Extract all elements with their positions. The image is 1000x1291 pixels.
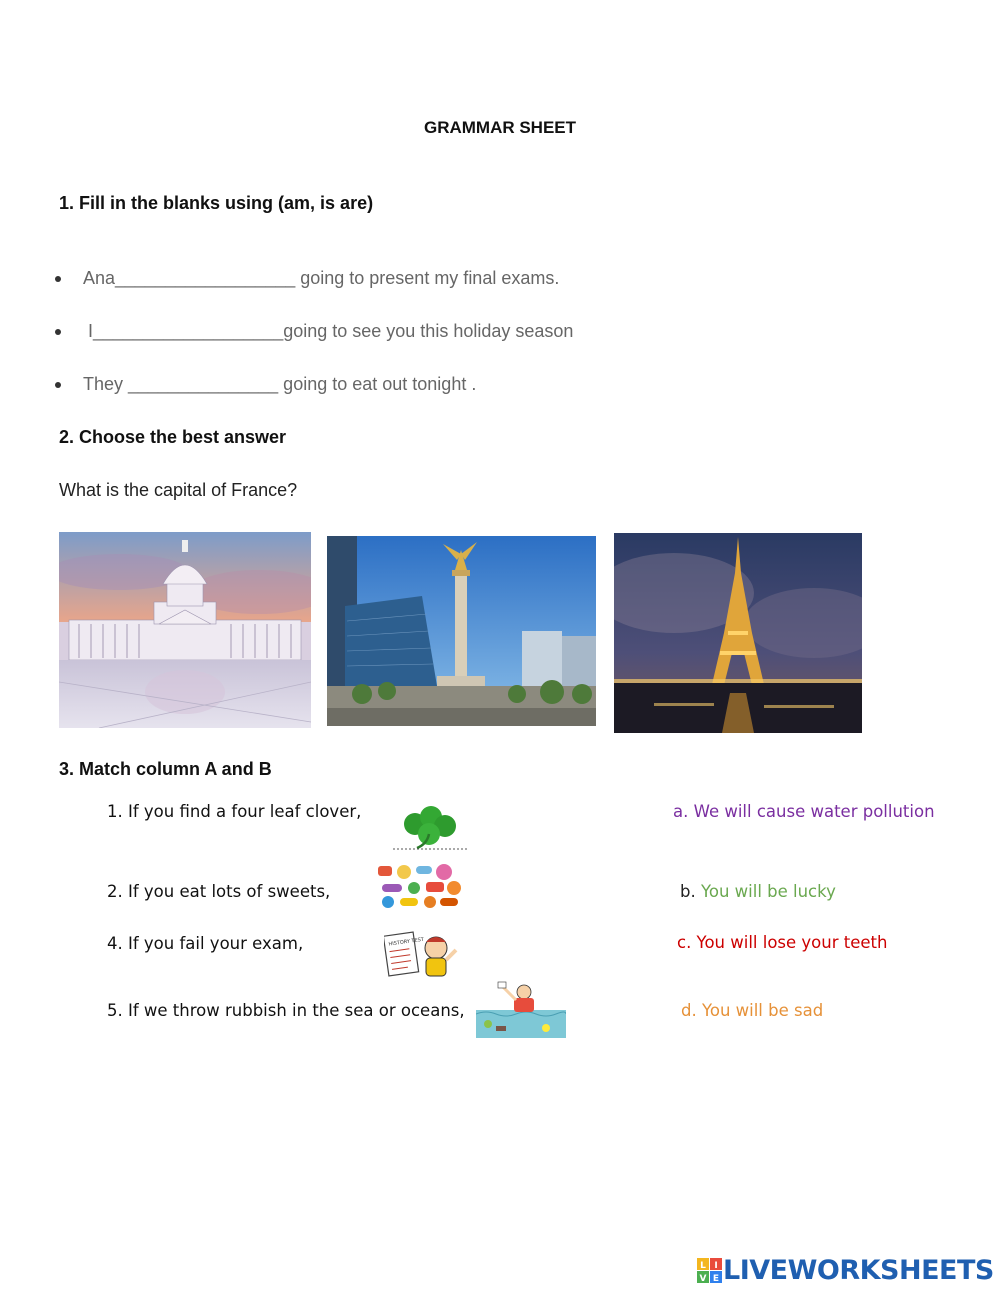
angel-monument-photo[interactable] (327, 536, 596, 726)
match-b-b-prefix: b. (680, 882, 696, 901)
svg-text:L: L (700, 1260, 706, 1271)
page-title: GRAMMAR SHEET (423, 118, 577, 137)
question-text: What is the capital of France? (59, 480, 298, 500)
history-test-label: HISTORY TEST (388, 936, 425, 948)
sea-pollution-icon (476, 980, 566, 1038)
match-b-c-text: c. You will lose your teeth (677, 933, 888, 952)
section-2-heading: 2. Choose the best answer (59, 427, 287, 447)
sentence-3: They _______________ going to eat out tonight . (83, 374, 477, 394)
bullet-icon (55, 276, 61, 282)
section-3-heading: 3. Match column A and B (59, 759, 272, 779)
clover-icon (387, 804, 471, 852)
match-b-item-c (677, 933, 887, 952)
sweets-icon (374, 862, 464, 912)
sentence-2: I___________________going to see you this holiday season (83, 321, 574, 341)
bullet-icon (55, 329, 61, 335)
list-item (55, 374, 476, 395)
eiffel-tower-photo[interactable] (614, 533, 862, 733)
list-item (55, 268, 559, 289)
svg-text:V: V (699, 1273, 707, 1284)
capitol-photo[interactable] (59, 532, 311, 728)
match-a-item-5: 5. If we throw rubbish in the sea or oceans, (107, 1001, 465, 1020)
brand-name: LIVEWORKSHEETS (723, 1255, 994, 1286)
match-b-item-a (673, 802, 935, 821)
match-b-a-text: a. We will cause water pollution (673, 802, 935, 821)
live-logo-icon (697, 1258, 723, 1284)
match-b-item-b (680, 882, 836, 901)
match-a-item-1: 1. If you find a four leaf clover, (107, 802, 362, 821)
match-b-b-text: You will be lucky (700, 882, 836, 901)
liveworksheets-logo (697, 1255, 994, 1286)
match-a-item-2: 2. If you eat lots of sweets, (107, 882, 331, 901)
match-b-d-text: d. You will be sad (681, 1001, 824, 1020)
svg-text:E: E (712, 1273, 720, 1284)
match-a-item-4: 4. If you fail your exam, (107, 934, 304, 953)
sentence-1: Ana__________________ going to present my final exams. (83, 268, 560, 288)
match-b-item-d (681, 1001, 823, 1020)
section-1-heading: 1. Fill in the blanks using (am, is are) (59, 193, 374, 213)
list-item (55, 321, 573, 342)
svg-text:I: I (714, 1260, 718, 1271)
failed-exam-icon (384, 930, 462, 982)
bullet-icon (55, 382, 61, 388)
